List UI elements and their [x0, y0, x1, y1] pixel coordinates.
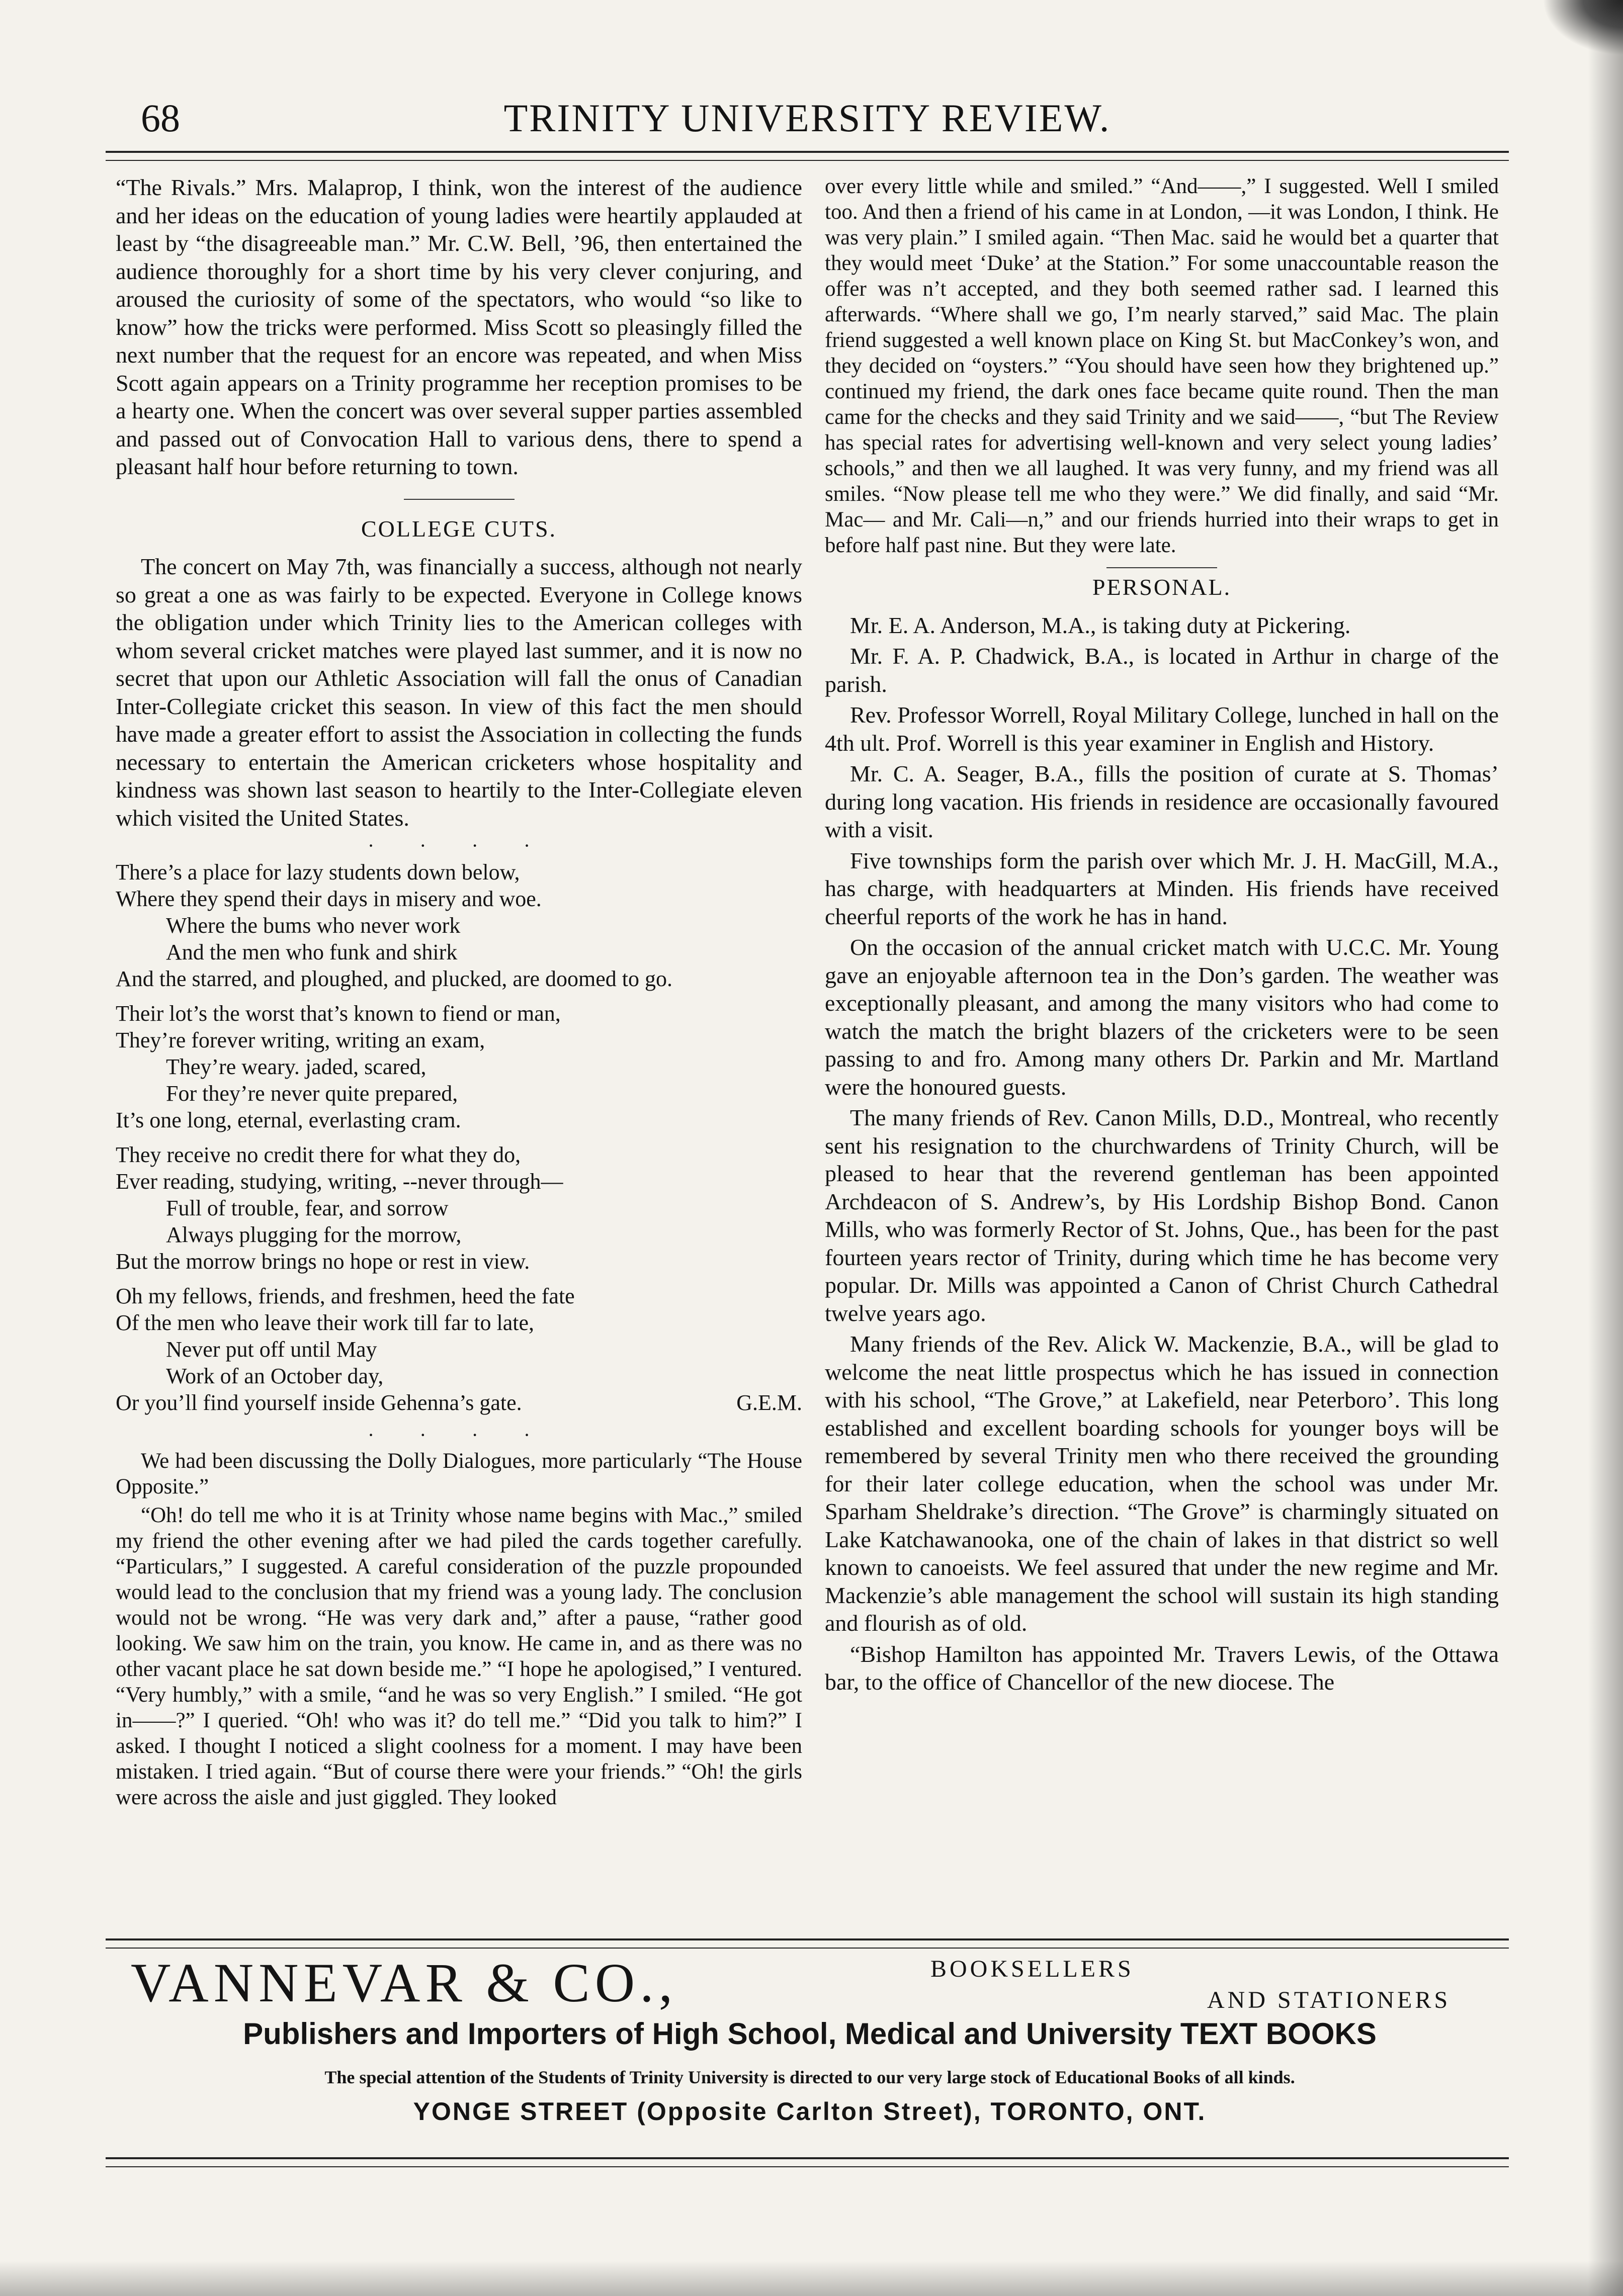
- section-divider: [404, 499, 515, 500]
- left-column: [116, 173, 802, 1813]
- poem-line: Their lot’s the worst that’s known to fiend or man,: [116, 1001, 561, 1026]
- poem-line: Where they spend their days in misery and woe.: [116, 887, 542, 911]
- journal-title: TRINITY UNIVERSITY REVIEW.: [503, 96, 1111, 140]
- right-column: [825, 173, 1499, 1699]
- rivals-paragraph: “The Rivals.” Mrs. Malaprop, I think, won the interest of the audience and her ideas on the education of young ladies were heartily applauded at least by “the disagreeable man.” Mr. C.W. Bell, ’96, then entertained the audience thoroughly for a short time by his very clever conjuring, and aroused the curiosity of some of the spectators, who would “so like to know” how the tricks were performed. Miss Scott so pleasingly filled the next number that the request for an encore was repeated, and when Miss Scott again appears on a Trinity programme her reception promises to be a hearty one. When the concert was over several supper parties assembled and passed out of Convocation Hall to various dens, there to spend a pleasant half hour before returning to town.: [116, 174, 802, 479]
- personal-item: Mr. F. A. P. Chadwick, B.A., is located in Arthur in charge of the parish.: [825, 643, 1499, 697]
- advertisement: [111, 1951, 1509, 2126]
- advert-rule-top: [106, 1938, 1509, 1949]
- header-rule: [106, 151, 1509, 161]
- advert-tagline-2: AND STATIONERS: [1207, 1987, 1451, 2013]
- poem-stanza: [116, 1000, 802, 1133]
- poem-line: Oh my fellows, friends, and freshmen, heed the fate: [116, 1284, 575, 1308]
- poem-line: They’re weary. jaded, scared,: [166, 1054, 426, 1079]
- poem-line: They receive no credit there for what they do,: [116, 1142, 521, 1167]
- poem-line: Where the bums who never work: [166, 913, 461, 938]
- advert-address: YONGE STREET (Opposite Carlton Street), TORONTO, ONT.: [413, 2097, 1207, 2126]
- personal-item: “Bishop Hamilton has appointed Mr. Travers Lewis, of the Ottawa bar, to the office of Chancellor of the new diocese. The: [825, 1641, 1499, 1695]
- college-cuts-heading: COLLEGE CUTS.: [361, 515, 557, 542]
- page-header: [116, 85, 1499, 141]
- section-divider: [1106, 567, 1217, 568]
- poem-last-line: [116, 1389, 802, 1416]
- personal-item: On the occasion of the annual cricket match with U.C.C. Mr. Young gave an enjoyable afternoon tea in the Don’s garden. The weather was exceptionally pleasant, and among the many visitors who had come to watch the match the bright blazers of the cricketers were to be seen passing to and fro. Among many others Dr. Parkin and Mr. Martland were the honoured guests.: [825, 934, 1499, 1100]
- dolly-continued-paragraph: over every little while and smiled.” “And——,” I suggested. Well I smiled too. And then a friend of his came in at London, —it was London, I think. He was very plain.” I smiled again. “Then Mac. said he would bet a quarter that they would meet ‘Duke’ at the Station.” For some unaccountable reason the offer was n’t accepted, and they both seemed rather sad. I learned this afterwards. “Where shall we go, I’m nearly starved,” said Mac. The plain friend suggested a well known place on King St. but MacConkey’s won, and they decided on “oysters.” “You should have seen how they brightened up.” continued my friend, the dark ones face became quite round. Then the man came for the checks and they said Trinity and we said——, “but The Review has special rates for advertising well-known and very select young ladies’ schools,” and then we all laughed. It was very funny, and my friend was all smiles. “Now please tell me who they were.” We did finally, and said “Mr. Mac— and Mr. Cali—n,” and our friends hurried into their wraps to get in before half past nine. But they were late.: [825, 174, 1499, 557]
- poem-line: Never put off until May: [166, 1337, 377, 1362]
- poem-signature: G.E.M.: [736, 1390, 802, 1415]
- poem-line: But the morrow brings no hope or rest in view.: [116, 1249, 530, 1274]
- poem-line: It’s one long, eternal, everlasting cram.: [116, 1108, 461, 1132]
- advert-publishers-line: Publishers and Importers of High School, Medical and University TEXT BOOKS: [243, 2017, 1377, 2051]
- poem-line: Full of trouble, fear, and sorrow: [166, 1196, 449, 1220]
- personal-item: Five townships form the parish over which Mr. J. H. MacGill, M.A., has charge, with headquarters at Minden. His friends have received cheerful reports of the work he has in hand.: [825, 847, 1499, 929]
- advert-tagline-1: BOOKSELLERS: [930, 1956, 1134, 1982]
- advert-rule-bottom: [106, 2157, 1509, 2167]
- dolly-paragraph: “Oh! do tell me who it is at Trinity whose name begins with Mac.,” smiled my friend the other evening after we had piled the cards together carefully. “Particulars,” I suggested. A careful consideration of the puzzle propounded would lead to the conclusion that my friend was a young lady. The conclusion would not be wrong. “He was very dark and,” after a pause, “rather good looking. We saw him on the train, you know. He came in, and as there was no other vacant place he sat down beside me.” “I hope he apologised,” I ventured. “Very humbly,” with a smile, “and he was so very English.” I smiled. “He got in——?” I queried. “Oh! who was it? do tell me.” “Did you talk to him?” I asked. I thought I noticed a slight coolness for a moment. I may have been mistaken. I tried again. “But of course there were your friends.” “Oh! the girls were across the aisle and just giggled. They looked: [116, 1504, 802, 1809]
- poem-line: Always plugging for the morrow,: [166, 1222, 462, 1247]
- advert-note: The special attention of the Students of Trinity University is directed to our very large stock of Educational Books of all kinds.: [324, 2067, 1295, 2087]
- poem-line: Work of an October day,: [166, 1364, 384, 1388]
- poem: [116, 859, 802, 1416]
- poem-line: Of the men who leave their work till far to late,: [116, 1310, 535, 1335]
- poem-line: There’s a place for lazy students down below,: [116, 860, 520, 885]
- poem-stanza: [116, 859, 802, 992]
- personal-item: Rev. Professor Worrell, Royal Military College, lunched in hall on the 4th ult. Prof. Worrell is this year examiner in English and History.: [825, 702, 1499, 756]
- personal-heading: PERSONAL.: [1092, 574, 1232, 600]
- personal-item: Mr. C. A. Seager, B.A., fills the position of curate at S. Thomas’ during long vacation. His friends in residence are occasionally favoured with a visit.: [825, 761, 1499, 842]
- poem-line: Or you’ll find yourself inside Gehenna’s gate.: [116, 1390, 522, 1415]
- poem-stanza: [116, 1283, 802, 1416]
- dot-separator: · · · ·: [367, 834, 551, 857]
- poem-line: For they’re never quite prepared,: [166, 1081, 458, 1106]
- personal-item: The many friends of Rev. Canon Mills, D.D., Montreal, who recently sent his resignation to the churchwardens of Trinity Church, will be pleased to hear that the reverend gentleman has been appointed Archdeacon of S. Andrew’s, by His Lordship Bishop Bond. Canon Mills, who was formerly Rector of St. Johns, Que., has been for the past fourteen years rector of Trinity, during which time he has become very popular. Dr. Mills was appointed a Canon of Christ Church Cathedral twelve years ago.: [825, 1105, 1499, 1326]
- dolly-intro-paragraph: We had been discussing the Dolly Dialogues, more particularly “The House Opposite.”: [116, 1449, 802, 1498]
- poem-line: They’re forever writing, writing an exam,: [116, 1028, 485, 1052]
- poem-line: And the men who funk and shirk: [166, 940, 458, 964]
- poem-stanza: [116, 1141, 802, 1275]
- scan-edge-right: [1588, 0, 1623, 2296]
- personal-item: Many friends of the Rev. Alick W. Mackenzie, B.A., will be glad to welcome the neat little prospectus which he has issued in connection with his school, “The Grove,” at Lakefield, near Peterboro’. This long established and excellent boarding schools for younger boys will be remembered by several Trinity men who there received the grounding for their later college education, when the school was under Mr. Sparham Sheldrake’s direction. “The Grove” is charmingly situated on Lake Katchawanooka, one of the chain of lakes in that district so well known to canoeists. We feel assured that under the new regime and Mr. Mackenzie’s able management the school will sustain its high standing and flourish as of old.: [825, 1331, 1499, 1636]
- poem-line: Ever reading, studying, writing, --never through—: [116, 1169, 563, 1194]
- page-number: 68: [141, 96, 180, 140]
- advert-company-name: VANNEVAR & CO.,: [131, 1952, 678, 2013]
- concert-paragraph: The concert on May 7th, was financially a success, although not nearly so great a one as was fairly to be expected. Everyone in College knows the obligation under which Trinity lies to the American colleges with whom several cricket matches were played last summer, and it is now no secret that upon our Athletic Association will fall the onus of Canadian Inter-Collegiate cricket this season. In view of this fact the men should have made a greater effort to assist the Association in collecting the funds necessary to entertain the American cricketers whose hospitality and kindness was shown last season to heartily to the Inter-Collegiate eleven which visited the United States.: [116, 554, 802, 831]
- dot-separator: · · · ·: [367, 1424, 551, 1446]
- scan-edge-bottom: [0, 2261, 1623, 2296]
- poem-line: And the starred, and ploughed, and plucked, are doomed to go.: [116, 966, 673, 991]
- personal-item: Mr. E. A. Anderson, M.A., is taking duty at Pickering.: [850, 612, 1351, 638]
